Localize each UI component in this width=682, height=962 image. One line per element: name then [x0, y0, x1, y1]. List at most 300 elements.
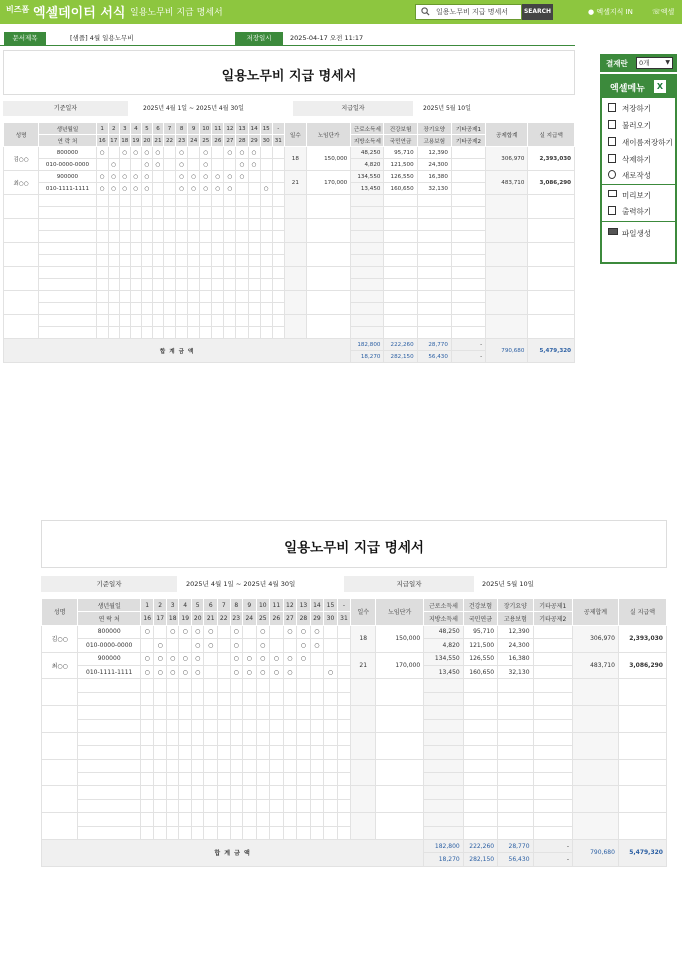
other-deduction-2[interactable] — [533, 826, 573, 839]
attendance-cell[interactable] — [310, 786, 324, 799]
employee-name[interactable]: 최○○ — [4, 171, 39, 195]
attendance-cell[interactable] — [164, 231, 176, 243]
other-deduction-2[interactable] — [451, 255, 485, 267]
attendance-cell[interactable] — [152, 183, 163, 195]
attendance-cell[interactable] — [96, 315, 108, 327]
attendance-cell[interactable] — [270, 706, 284, 719]
attendance-cell[interactable] — [272, 219, 284, 231]
attendance-cell[interactable] — [154, 679, 167, 692]
attendance-cell[interactable] — [297, 746, 311, 759]
attendance-cell[interactable] — [218, 786, 231, 799]
contact[interactable]: 010-1111-1111 — [78, 665, 140, 678]
attendance-cell[interactable]: ○ — [243, 665, 257, 678]
attendance-cell[interactable] — [176, 243, 188, 255]
attendance-cell[interactable] — [218, 719, 231, 732]
attendance-cell[interactable]: ○ — [179, 625, 192, 638]
attendance-cell[interactable] — [324, 639, 338, 652]
attendance-cell[interactable] — [236, 327, 248, 339]
attendance-cell[interactable] — [200, 267, 212, 279]
attendance-cell[interactable] — [337, 625, 351, 638]
attendance-cell[interactable] — [270, 679, 284, 692]
attendance-cell[interactable] — [166, 826, 179, 839]
attendance-cell[interactable] — [179, 759, 192, 772]
attendance-cell[interactable] — [260, 327, 272, 339]
attendance-cell[interactable] — [224, 231, 236, 243]
attendance-cell[interactable] — [337, 692, 351, 705]
attendance-cell[interactable] — [152, 207, 163, 219]
attendance-cell[interactable]: ○ — [310, 625, 324, 638]
attendance-cell[interactable] — [140, 719, 154, 732]
attendance-cell[interactable] — [176, 327, 188, 339]
attendance-cell[interactable]: ○ — [166, 665, 179, 678]
attendance-cell[interactable] — [248, 207, 260, 219]
attendance-cell[interactable] — [191, 732, 204, 745]
attendance-cell[interactable] — [218, 652, 231, 665]
attendance-cell[interactable] — [270, 732, 284, 745]
attendance-cell[interactable] — [337, 773, 351, 786]
attendance-cell[interactable]: ○ — [256, 665, 270, 678]
attendance-cell[interactable] — [256, 706, 270, 719]
attendance-cell[interactable] — [236, 183, 248, 195]
attendance-cell[interactable] — [260, 303, 272, 315]
attendance-cell[interactable] — [256, 759, 270, 772]
attendance-cell[interactable]: ○ — [212, 183, 224, 195]
birth-date[interactable] — [78, 813, 140, 826]
attendance-cell[interactable]: ○ — [152, 147, 163, 159]
attendance-cell[interactable] — [119, 159, 130, 171]
attendance-cell[interactable] — [179, 679, 192, 692]
attendance-cell[interactable] — [256, 786, 270, 799]
attendance-cell[interactable] — [310, 813, 324, 826]
attendance-cell[interactable] — [260, 243, 272, 255]
attendance-cell[interactable] — [130, 303, 141, 315]
attendance-cell[interactable] — [204, 746, 218, 759]
attendance-cell[interactable] — [119, 327, 130, 339]
attendance-cell[interactable] — [152, 195, 163, 207]
employee-name[interactable] — [42, 759, 78, 786]
search-button[interactable]: SEARCH — [522, 4, 553, 20]
birth-date[interactable]: 800000 — [39, 147, 96, 159]
attendance-cell[interactable] — [270, 813, 284, 826]
attendance-cell[interactable] — [119, 315, 130, 327]
attendance-cell[interactable] — [224, 279, 236, 291]
attendance-cell[interactable] — [310, 706, 324, 719]
attendance-cell[interactable] — [337, 813, 351, 826]
attendance-cell[interactable] — [108, 291, 119, 303]
attendance-cell[interactable] — [188, 327, 200, 339]
attendance-cell[interactable] — [191, 759, 204, 772]
attendance-cell[interactable] — [176, 195, 188, 207]
birth-date[interactable] — [39, 267, 96, 279]
attendance-cell[interactable] — [188, 147, 200, 159]
daily-wage[interactable] — [376, 759, 424, 786]
attendance-cell[interactable] — [270, 773, 284, 786]
attendance-cell[interactable] — [310, 759, 324, 772]
attendance-cell[interactable] — [152, 291, 163, 303]
other-deduction-1[interactable] — [533, 813, 573, 826]
attendance-cell[interactable] — [283, 813, 297, 826]
attendance-cell[interactable] — [297, 665, 311, 678]
attendance-cell[interactable]: ○ — [188, 171, 200, 183]
attendance-cell[interactable] — [130, 255, 141, 267]
attendance-cell[interactable] — [200, 303, 212, 315]
attendance-cell[interactable] — [218, 625, 231, 638]
attendance-cell[interactable] — [337, 759, 351, 772]
other-deduction-2[interactable] — [533, 719, 573, 732]
attendance-cell[interactable] — [166, 719, 179, 732]
attendance-cell[interactable] — [297, 826, 311, 839]
attendance-cell[interactable] — [141, 267, 152, 279]
attendance-cell[interactable] — [154, 719, 167, 732]
birth-date[interactable] — [39, 291, 96, 303]
attendance-cell[interactable] — [152, 315, 163, 327]
attendance-cell[interactable] — [188, 243, 200, 255]
attendance-cell[interactable] — [141, 255, 152, 267]
attendance-cell[interactable] — [176, 291, 188, 303]
attendance-cell[interactable]: ○ — [188, 183, 200, 195]
attendance-cell[interactable] — [270, 746, 284, 759]
attendance-cell[interactable] — [310, 826, 324, 839]
approval-select[interactable]: 0개 ▼ — [636, 57, 673, 69]
attendance-cell[interactable]: ○ — [141, 171, 152, 183]
attendance-cell[interactable] — [324, 773, 338, 786]
attendance-cell[interactable] — [140, 746, 154, 759]
attendance-cell[interactable] — [236, 231, 248, 243]
attendance-cell[interactable] — [272, 243, 284, 255]
attendance-cell[interactable] — [272, 231, 284, 243]
attendance-cell[interactable] — [119, 303, 130, 315]
birth-date[interactable]: 900000 — [39, 171, 96, 183]
attendance-cell[interactable] — [230, 706, 243, 719]
contact[interactable]: 010-1111-1111 — [39, 183, 96, 195]
attendance-cell[interactable] — [108, 147, 119, 159]
birth-date[interactable]: 800000 — [78, 625, 140, 638]
attendance-cell[interactable] — [96, 207, 108, 219]
attendance-cell[interactable] — [272, 255, 284, 267]
attendance-cell[interactable] — [176, 315, 188, 327]
print-button[interactable]: 출력하기 — [600, 203, 677, 219]
attendance-cell[interactable] — [108, 255, 119, 267]
other-deduction-1[interactable] — [533, 706, 573, 719]
daily-wage[interactable] — [306, 291, 350, 315]
attendance-cell[interactable]: ○ — [140, 665, 154, 678]
attendance-cell[interactable] — [154, 759, 167, 772]
attendance-cell[interactable] — [260, 267, 272, 279]
attendance-cell[interactable] — [204, 652, 218, 665]
attendance-cell[interactable] — [270, 625, 284, 638]
attendance-cell[interactable] — [224, 159, 236, 171]
attendance-cell[interactable] — [297, 679, 311, 692]
attendance-cell[interactable] — [188, 279, 200, 291]
attendance-cell[interactable] — [179, 786, 192, 799]
attendance-cell[interactable]: ○ — [283, 625, 297, 638]
attendance-cell[interactable] — [212, 207, 224, 219]
attendance-cell[interactable] — [260, 147, 272, 159]
other-deduction-1[interactable] — [451, 291, 485, 303]
attendance-cell[interactable] — [270, 639, 284, 652]
attendance-cell[interactable]: ○ — [230, 625, 243, 638]
attendance-cell[interactable] — [204, 719, 218, 732]
save-button[interactable]: 저장하기 — [600, 100, 677, 116]
attendance-cell[interactable] — [243, 746, 257, 759]
attendance-cell[interactable] — [152, 243, 163, 255]
attendance-cell[interactable] — [166, 732, 179, 745]
attendance-cell[interactable] — [188, 159, 200, 171]
attendance-cell[interactable] — [236, 195, 248, 207]
attendance-cell[interactable] — [152, 231, 163, 243]
attendance-cell[interactable] — [248, 171, 260, 183]
birth-date[interactable] — [39, 243, 96, 255]
attendance-cell[interactable] — [337, 679, 351, 692]
attendance-cell[interactable] — [191, 746, 204, 759]
attendance-cell[interactable] — [141, 303, 152, 315]
attendance-cell[interactable] — [164, 303, 176, 315]
attendance-cell[interactable]: ○ — [297, 625, 311, 638]
attendance-cell[interactable] — [200, 291, 212, 303]
attendance-cell[interactable] — [179, 732, 192, 745]
attendance-cell[interactable] — [200, 327, 212, 339]
attendance-cell[interactable] — [179, 692, 192, 705]
attendance-cell[interactable] — [204, 665, 218, 678]
attendance-cell[interactable]: ○ — [141, 147, 152, 159]
attendance-cell[interactable] — [230, 679, 243, 692]
attendance-cell[interactable]: ○ — [154, 665, 167, 678]
attendance-cell[interactable] — [130, 279, 141, 291]
attendance-cell[interactable] — [310, 799, 324, 812]
attendance-cell[interactable] — [270, 786, 284, 799]
attendance-cell[interactable] — [212, 327, 224, 339]
attendance-cell[interactable] — [272, 315, 284, 327]
contact[interactable]: 010-0000-0000 — [78, 639, 140, 652]
attendance-cell[interactable] — [152, 303, 163, 315]
other-deduction-2[interactable] — [451, 159, 485, 171]
attendance-cell[interactable] — [176, 279, 188, 291]
attendance-cell[interactable] — [204, 679, 218, 692]
attendance-cell[interactable] — [200, 231, 212, 243]
attendance-cell[interactable] — [130, 267, 141, 279]
attendance-cell[interactable]: ○ — [154, 639, 167, 652]
attendance-cell[interactable]: ○ — [108, 171, 119, 183]
attendance-cell[interactable] — [176, 219, 188, 231]
attendance-cell[interactable] — [272, 303, 284, 315]
attendance-cell[interactable] — [176, 255, 188, 267]
employee-name[interactable] — [4, 267, 39, 291]
attendance-cell[interactable] — [297, 732, 311, 745]
employee-name[interactable] — [4, 315, 39, 339]
attendance-cell[interactable]: ○ — [204, 625, 218, 638]
attendance-cell[interactable] — [256, 692, 270, 705]
attendance-cell[interactable] — [200, 255, 212, 267]
birth-date[interactable] — [78, 786, 140, 799]
attendance-cell[interactable] — [204, 826, 218, 839]
attendance-cell[interactable] — [200, 315, 212, 327]
attendance-cell[interactable] — [270, 759, 284, 772]
attendance-cell[interactable]: ○ — [140, 625, 154, 638]
attendance-cell[interactable] — [337, 652, 351, 665]
new-button[interactable]: 새로작성 — [600, 167, 677, 183]
attendance-cell[interactable] — [297, 773, 311, 786]
contact[interactable] — [78, 692, 140, 705]
attendance-cell[interactable] — [256, 773, 270, 786]
attendance-cell[interactable] — [164, 147, 176, 159]
attendance-cell[interactable] — [324, 692, 338, 705]
attendance-cell[interactable] — [283, 746, 297, 759]
attendance-cell[interactable] — [200, 219, 212, 231]
attendance-cell[interactable] — [243, 625, 257, 638]
attendance-cell[interactable] — [204, 732, 218, 745]
attendance-cell[interactable] — [243, 759, 257, 772]
attendance-cell[interactable] — [256, 719, 270, 732]
attendance-cell[interactable] — [141, 219, 152, 231]
attendance-cell[interactable]: ○ — [166, 652, 179, 665]
attendance-cell[interactable] — [96, 279, 108, 291]
attendance-cell[interactable] — [272, 327, 284, 339]
attendance-cell[interactable] — [166, 692, 179, 705]
attendance-cell[interactable] — [310, 732, 324, 745]
attendance-cell[interactable] — [166, 786, 179, 799]
attendance-cell[interactable] — [272, 147, 284, 159]
birth-date[interactable] — [78, 759, 140, 772]
attendance-cell[interactable]: ○ — [152, 159, 163, 171]
attendance-cell[interactable] — [179, 826, 192, 839]
attendance-cell[interactable] — [283, 719, 297, 732]
attendance-cell[interactable]: ○ — [108, 159, 119, 171]
attendance-cell[interactable] — [248, 315, 260, 327]
attendance-cell[interactable] — [140, 799, 154, 812]
attendance-cell[interactable]: ○ — [119, 183, 130, 195]
attendance-cell[interactable] — [270, 826, 284, 839]
attendance-cell[interactable] — [179, 773, 192, 786]
attendance-cell[interactable]: ○ — [270, 665, 284, 678]
other-deduction-1[interactable] — [533, 652, 573, 665]
attendance-cell[interactable] — [108, 219, 119, 231]
attendance-cell[interactable]: ○ — [130, 183, 141, 195]
attendance-cell[interactable] — [176, 303, 188, 315]
attendance-cell[interactable] — [224, 195, 236, 207]
attendance-cell[interactable] — [283, 826, 297, 839]
attendance-cell[interactable] — [140, 759, 154, 772]
attendance-cell[interactable] — [230, 759, 243, 772]
attendance-cell[interactable] — [191, 826, 204, 839]
attendance-cell[interactable] — [218, 759, 231, 772]
attendance-cell[interactable] — [224, 303, 236, 315]
attendance-cell[interactable]: ○ — [324, 665, 338, 678]
other-deduction-2[interactable] — [451, 207, 485, 219]
birth-date[interactable]: 900000 — [78, 652, 140, 665]
attendance-cell[interactable]: ○ — [224, 183, 236, 195]
attendance-cell[interactable] — [166, 679, 179, 692]
attendance-cell[interactable] — [256, 679, 270, 692]
attendance-cell[interactable]: ○ — [200, 183, 212, 195]
contact[interactable] — [39, 303, 96, 315]
attendance-cell[interactable] — [141, 327, 152, 339]
attendance-cell[interactable] — [164, 195, 176, 207]
attendance-cell[interactable] — [324, 706, 338, 719]
attendance-cell[interactable] — [166, 813, 179, 826]
attendance-cell[interactable] — [272, 291, 284, 303]
attendance-cell[interactable] — [164, 159, 176, 171]
attendance-cell[interactable] — [230, 719, 243, 732]
attendance-cell[interactable] — [164, 279, 176, 291]
attendance-cell[interactable] — [200, 195, 212, 207]
attendance-cell[interactable] — [272, 183, 284, 195]
attendance-cell[interactable] — [191, 706, 204, 719]
attendance-cell[interactable] — [164, 327, 176, 339]
other-deduction-1[interactable] — [533, 732, 573, 745]
attendance-cell[interactable] — [337, 786, 351, 799]
attendance-cell[interactable] — [154, 625, 167, 638]
attendance-cell[interactable] — [218, 639, 231, 652]
other-deduction-1[interactable] — [533, 759, 573, 772]
other-deduction-2[interactable] — [533, 665, 573, 678]
attendance-cell[interactable] — [324, 719, 338, 732]
attendance-cell[interactable]: ○ — [191, 652, 204, 665]
attendance-cell[interactable] — [248, 279, 260, 291]
attendance-cell[interactable] — [108, 303, 119, 315]
birth-date[interactable] — [39, 219, 96, 231]
attendance-cell[interactable]: ○ — [297, 652, 311, 665]
daily-wage[interactable] — [376, 679, 424, 706]
attendance-cell[interactable] — [260, 291, 272, 303]
attendance-cell[interactable] — [164, 255, 176, 267]
attendance-cell[interactable] — [191, 719, 204, 732]
contact[interactable] — [78, 826, 140, 839]
employee-name[interactable] — [42, 706, 78, 733]
attendance-cell[interactable] — [176, 231, 188, 243]
attendance-cell[interactable] — [200, 207, 212, 219]
attendance-cell[interactable] — [96, 159, 108, 171]
delete-button[interactable]: 삭제하기 — [600, 151, 677, 167]
attendance-cell[interactable] — [260, 231, 272, 243]
attendance-cell[interactable] — [283, 786, 297, 799]
attendance-cell[interactable]: ○ — [270, 652, 284, 665]
attendance-cell[interactable] — [236, 207, 248, 219]
attendance-cell[interactable] — [297, 799, 311, 812]
attendance-cell[interactable] — [119, 267, 130, 279]
employee-name[interactable]: 김○○ — [42, 625, 78, 652]
contact[interactable] — [39, 255, 96, 267]
attendance-cell[interactable] — [230, 773, 243, 786]
attendance-cell[interactable] — [154, 732, 167, 745]
other-deduction-1[interactable] — [451, 219, 485, 231]
attendance-cell[interactable] — [260, 315, 272, 327]
attendance-cell[interactable]: ○ — [176, 183, 188, 195]
attendance-cell[interactable] — [212, 291, 224, 303]
attendance-cell[interactable] — [224, 207, 236, 219]
attendance-cell[interactable] — [243, 639, 257, 652]
attendance-cell[interactable] — [141, 231, 152, 243]
other-deduction-2[interactable] — [451, 327, 485, 339]
attendance-cell[interactable] — [272, 171, 284, 183]
attendance-cell[interactable] — [191, 813, 204, 826]
attendance-cell[interactable] — [260, 279, 272, 291]
daily-wage[interactable] — [376, 706, 424, 733]
attendance-cell[interactable] — [141, 315, 152, 327]
attendance-cell[interactable] — [248, 231, 260, 243]
attendance-cell[interactable] — [236, 279, 248, 291]
attendance-cell[interactable]: ○ — [140, 652, 154, 665]
attendance-cell[interactable] — [140, 639, 154, 652]
attendance-cell[interactable] — [260, 159, 272, 171]
attendance-cell[interactable] — [283, 732, 297, 745]
attendance-cell[interactable] — [96, 255, 108, 267]
daily-wage[interactable] — [306, 267, 350, 291]
attendance-cell[interactable] — [188, 303, 200, 315]
attendance-cell[interactable] — [248, 183, 260, 195]
contact[interactable] — [78, 719, 140, 732]
attendance-cell[interactable] — [130, 315, 141, 327]
attendance-cell[interactable]: ○ — [283, 652, 297, 665]
